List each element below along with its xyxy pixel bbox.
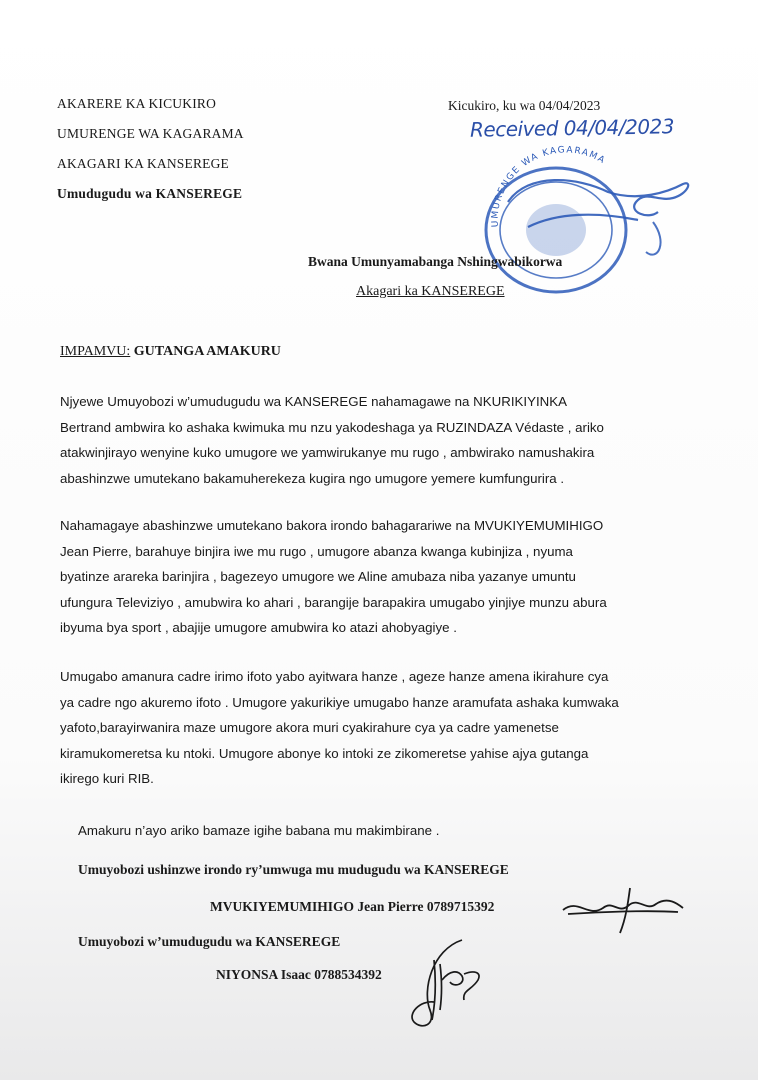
- paragraph-line: ibyuma bya sport , abajije umugore amubwira ko atazi ahobyagiye .: [60, 620, 457, 635]
- security-chief-title: Umuyobozi ushinzwe irondo ry’umwuga mu mudugudu wa KANSEREGE: [78, 862, 509, 877]
- paragraph-line: Amakuru n’ayo ariko bamaze igihe babana mu makimbirane .: [78, 823, 440, 838]
- village-chief-name-phone: NIYONSA Isaac 0788534392: [216, 967, 382, 982]
- paragraph-line: yafoto,barayirwanira maze umugore akora muri cyakirahure cya ya cadre yamenetse: [60, 720, 559, 735]
- stamp-text: UMURENGE WA KAGARAMA: [490, 145, 608, 228]
- paragraph-line: abashinzwe umutekano bakamuherekeza kugira ngo umugore yemere kumfungurira .: [60, 470, 565, 486]
- subject-line: [60, 344, 281, 360]
- paragraph-line: kiramukomeretsa ku ntoki. Umugore abonye ko intoki ze zikomeretse yahise ajya gutanga: [60, 745, 589, 761]
- handwritten-received-date: Received 04/04/2023: [469, 114, 675, 142]
- paragraph-line: Bertrand ambwira ko ashaka kwimuka mu nzu yakodeshaga ya RUZINDAZA Védaste , ariko: [60, 419, 604, 435]
- paragraph-line: Njyewe Umuyobozi w’umudugudu wa KANSEREGE nahamagawe na NKURIKIYINKA: [60, 394, 567, 409]
- paragraph-3: [60, 664, 680, 792]
- paragraph-line: Nahamagaye abashinzwe umutekano bakora irondo bahagarariwe na MVUKIYEMUMIHIGO: [60, 518, 604, 533]
- paragraph-line: ufungura Televiziyo , amubwira ko ahari , barangije barapakira umugabo yinjiye munzu abura: [60, 594, 607, 610]
- subject-value: GUTANGA AMAKURU: [133, 344, 281, 359]
- paragraph-line: Jean Pierre, barahuye binjira iwe mu rugo , umugore abanza kwanga kubinjiza , nyuma: [60, 543, 573, 559]
- security-chief-name-phone: MVUKIYEMUMIHIGO Jean Pierre 0789715392: [210, 899, 495, 914]
- paragraph-line: byatinze arareka barinjira , bagezeyo umugore we Aline amubaza niba yazanye umuntu: [60, 569, 576, 584]
- paragraph-4: [78, 818, 698, 844]
- paragraph-line: ikirego kuri RIB.: [60, 771, 154, 786]
- signature-2-icon: [392, 930, 502, 1040]
- paragraph-line: atakwinjirayo wenyine kuko umugore we yamwirukanye mu rugo , ambwirako namushakira: [60, 445, 595, 460]
- official-stamp-icon: [468, 132, 698, 302]
- sender-sector: UMURENGE WA KAGARAMA: [57, 126, 244, 141]
- sender-district: AKARERE KA KICUKIRO: [57, 96, 217, 111]
- paragraph-2: [60, 513, 680, 641]
- sender-village: Umudugudu wa KANSEREGE: [57, 186, 243, 201]
- recipient-title: Bwana Umunyamabanga Nshingwabikorwa: [308, 254, 563, 269]
- paragraph-line: Umugabo amanura cadre irimo ifoto yabo ayitwara hanze , ageze hanze amena ikirahure cya: [60, 669, 609, 684]
- village-chief-title: Umuyobozi w’umudugudu wa KANSEREGE: [78, 934, 341, 949]
- date-line: Kicukiro, ku wa 04/04/2023: [448, 98, 601, 113]
- sender-cell: AKAGARI KA KANSEREGE: [57, 156, 229, 171]
- paragraph-1: [60, 389, 680, 491]
- recipient-cell: Akagari ka KANSEREGE: [356, 284, 505, 299]
- paragraph-line: ya cadre ngo akuremo ifoto . Umugore yakurikiye umugabo hanze aramufata ashaka kumwaka: [60, 694, 619, 710]
- signature-1-icon: [558, 878, 688, 938]
- subject-label: IMPAMVU:: [60, 344, 131, 359]
